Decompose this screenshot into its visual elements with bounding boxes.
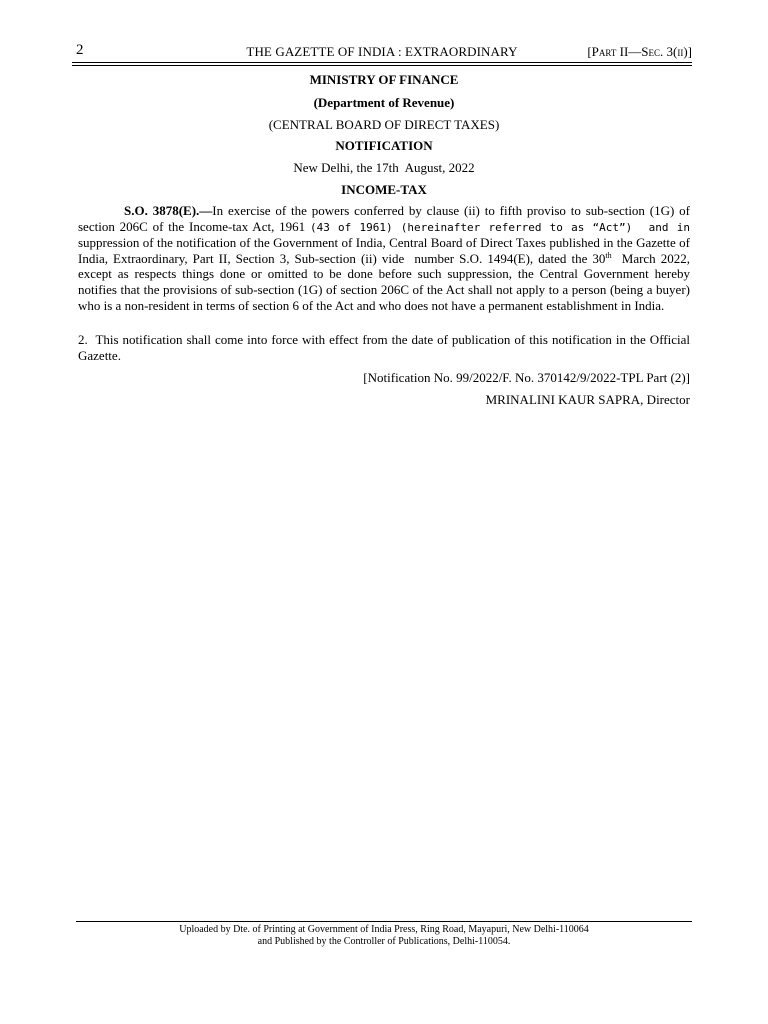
part-initial: P — [591, 44, 599, 59]
sec-rest: ec. 3(ii)] — [648, 44, 692, 59]
gazette-title: THE GAZETTE OF INDIA : EXTRAORDINARY — [246, 44, 518, 59]
subject-heading: INCOME-TAX — [341, 182, 427, 197]
footer-line-2: and Published by the Controller of Publications, Delhi-110054. — [257, 936, 511, 947]
para1-text-a: In exercise of the powers conferred by clause (ii) to fifth proviso to sub-section (1G) of section 206C of the Income-tax Act, 1961 — [78, 203, 690, 234]
header-rule-top — [72, 62, 692, 63]
notification-heading: NOTIFICATION — [335, 138, 433, 153]
para1-text-c: March 2022, except as respects things done or omitted to be done before such suppression, the Central Government hereby notifies that the provisions of sub-section (1G) of section 206C of the Act shall not apply to a person (being a buyer) who is a non-resident in terms of section 6 of the Act and who does not have a permanent establishment in India. — [78, 250, 694, 313]
footer-rule — [76, 921, 692, 922]
department-heading: (Department of Revenue) — [313, 95, 455, 110]
para1-text-mono: (43 of 1961) (hereinafter referred to as “Act”) and in — [309, 220, 690, 234]
header-rule-bottom — [72, 65, 692, 66]
signatory: MRINALINI KAUR SAPRA, Director — [485, 392, 690, 407]
footer-line-1: Uploaded by Dte. of Printing at Government of India Press, Ring Road, Mayapuri, New Delhi-110064 — [179, 924, 589, 935]
page-header — [72, 42, 692, 62]
page-number: 2 — [76, 42, 84, 58]
notification-reference: [Notification No. 99/2022/F. No. 370142/9/2022-TPL Part (2)] — [363, 370, 690, 385]
ministry-heading: MINISTRY OF FINANCE — [309, 72, 459, 87]
board-heading: (CENTRAL BOARD OF DIRECT TAXES) — [268, 117, 500, 132]
part-rest: art II— — [598, 44, 642, 59]
sec-initial: S — [641, 44, 649, 59]
para1-text-b: suppression of the notification of the Government of India, Central Board of Direct Taxes published in the Gazette of India, Extraordinary, Part II, Section 3, Sub-section (ii) vide number S.O. 1494(E), dated the 30 — [78, 218, 694, 266]
date-line: New Delhi, the 17th August, 2022 — [293, 160, 475, 175]
para1-superscript: th — [605, 250, 612, 260]
notification-paragraph-2: 2. This notification shall come into force with effect from the date of publication of this notification in the Official Gazette. — [78, 332, 694, 363]
part-section-label — [587, 44, 692, 60]
part-bracket: [ — [587, 44, 592, 59]
so-number: S.O. 3878(E).— — [124, 203, 213, 218]
notification-paragraph-1 — [78, 203, 694, 313]
